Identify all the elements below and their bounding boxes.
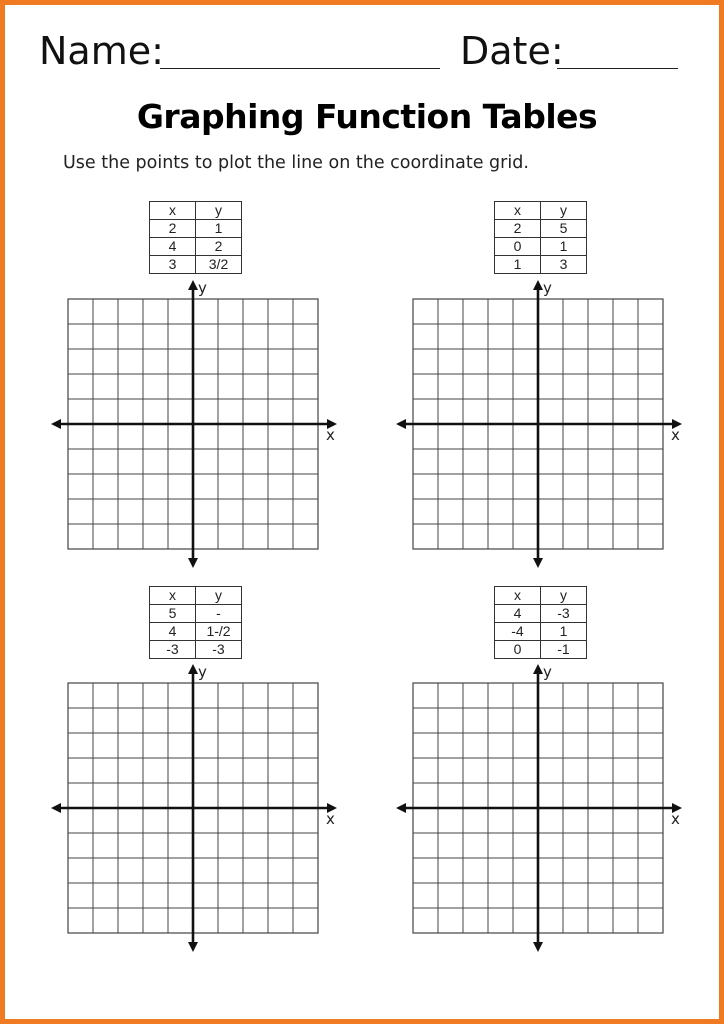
x-axis-label: x xyxy=(326,810,335,828)
table-row xyxy=(495,256,587,274)
table-row xyxy=(150,641,242,659)
x-axis-arrow-left xyxy=(396,803,406,813)
table-row xyxy=(150,220,242,238)
date-field-line[interactable] xyxy=(557,68,678,69)
y-axis-arrow-down xyxy=(188,942,198,952)
name-label: Name: xyxy=(39,29,164,73)
table-row xyxy=(495,641,587,659)
table-row xyxy=(150,623,242,641)
table-header-row xyxy=(495,587,587,605)
table-row xyxy=(150,238,242,256)
table-cell-x: 4 xyxy=(150,238,196,256)
x-axis-arrow-left xyxy=(396,419,406,429)
x-axis-arrow-left xyxy=(51,419,61,429)
x-axis-label: x xyxy=(326,426,335,444)
table-cell-y: - xyxy=(196,605,242,623)
y-axis-arrow-up xyxy=(188,280,198,290)
table-header-row xyxy=(150,202,242,220)
table-header-x: x xyxy=(495,587,541,605)
table-cell-y: 1 xyxy=(196,220,242,238)
y-axis-label: y xyxy=(543,279,552,297)
y-axis-arrow-up xyxy=(533,664,543,674)
coordinate-grid-3[interactable] xyxy=(50,661,340,947)
table-header-x: x xyxy=(150,202,196,220)
table-header-y: y xyxy=(196,587,242,605)
table-cell-y: 1 xyxy=(541,623,587,641)
coordinate-grid-2[interactable] xyxy=(395,277,685,563)
table-row xyxy=(150,256,242,274)
x-axis-label: x xyxy=(671,426,680,444)
table-cell-y: -3 xyxy=(196,641,242,659)
y-axis-label: y xyxy=(198,279,207,297)
y-axis-arrow-up xyxy=(533,280,543,290)
y-axis-label: y xyxy=(543,663,552,681)
table-row xyxy=(495,605,587,623)
date-label: Date: xyxy=(460,29,564,73)
table-cell-y: 2 xyxy=(196,238,242,256)
function-table-1 xyxy=(149,201,242,274)
table-cell-x: 2 xyxy=(495,220,541,238)
table-cell-x: -3 xyxy=(150,641,196,659)
table-header-y: y xyxy=(541,202,587,220)
y-axis-arrow-down xyxy=(533,558,543,568)
function-table-3 xyxy=(149,586,242,659)
x-axis-label: x xyxy=(671,810,680,828)
page-title: Graphing Function Tables xyxy=(136,97,598,136)
x-axis-arrow-left xyxy=(51,803,61,813)
coordinate-grid-4[interactable] xyxy=(395,661,685,947)
table-cell-x: 0 xyxy=(495,641,541,659)
name-field-line[interactable] xyxy=(160,68,440,69)
table-cell-x: -4 xyxy=(495,623,541,641)
table-header-x: x xyxy=(495,202,541,220)
table-cell-x: 3 xyxy=(150,256,196,274)
table-cell-x: 2 xyxy=(150,220,196,238)
y-axis-arrow-up xyxy=(188,664,198,674)
table-header-y: y xyxy=(196,202,242,220)
table-row xyxy=(495,220,587,238)
table-cell-y: 5 xyxy=(541,220,587,238)
table-header-x: x xyxy=(150,587,196,605)
table-cell-y: 3 xyxy=(541,256,587,274)
table-row xyxy=(495,238,587,256)
y-axis-label: y xyxy=(198,663,207,681)
table-cell-x: 0 xyxy=(495,238,541,256)
coordinate-grid-1[interactable] xyxy=(50,277,340,563)
instructions: Use the points to plot the line on the coordinate grid. xyxy=(63,153,529,173)
y-axis-arrow-down xyxy=(188,558,198,568)
table-cell-x: 4 xyxy=(150,623,196,641)
table-header-y: y xyxy=(541,587,587,605)
function-table-2 xyxy=(494,201,587,274)
table-header-row xyxy=(150,587,242,605)
table-cell-y: 1 xyxy=(541,238,587,256)
table-row xyxy=(495,623,587,641)
table-cell-x: 4 xyxy=(495,605,541,623)
table-cell-y: 1-/2 xyxy=(196,623,242,641)
table-cell-y: 3/2 xyxy=(196,256,242,274)
table-row xyxy=(150,605,242,623)
table-cell-x: 1 xyxy=(495,256,541,274)
table-cell-x: 5 xyxy=(150,605,196,623)
table-header-row xyxy=(495,202,587,220)
y-axis-arrow-down xyxy=(533,942,543,952)
table-cell-y: -3 xyxy=(541,605,587,623)
table-cell-y: -1 xyxy=(541,641,587,659)
function-table-4 xyxy=(494,586,587,659)
